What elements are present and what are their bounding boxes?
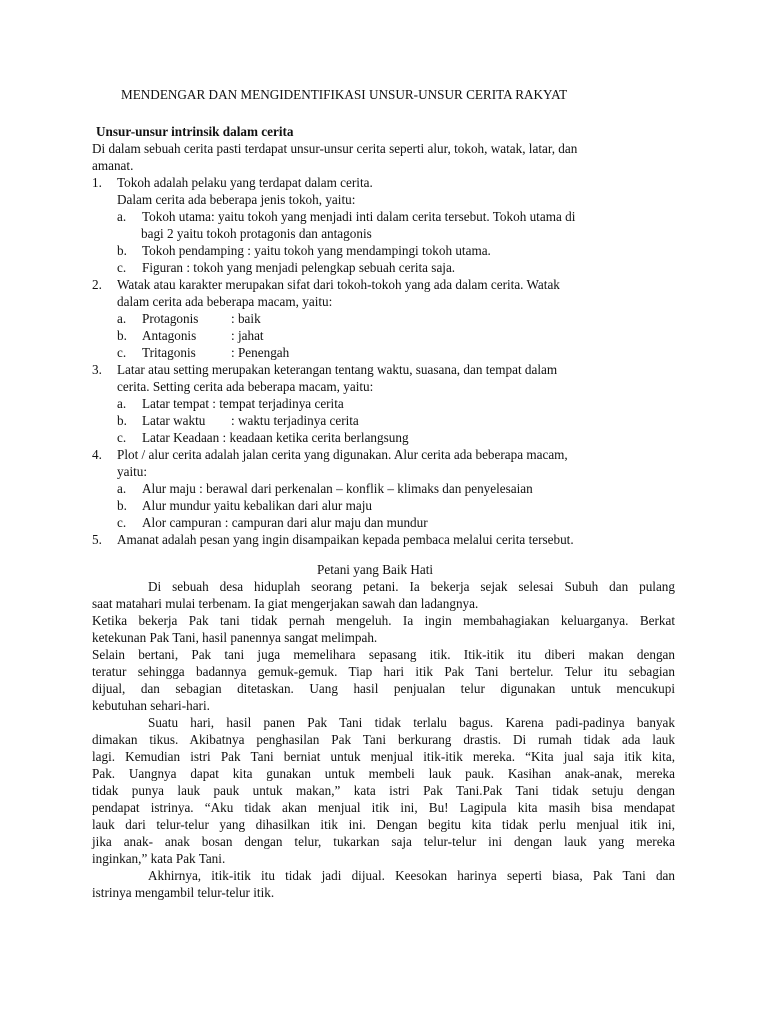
story-line: teratur sehingga badannya gemuk-gemuk. Tiap hari itik Pak Tani bertelur. Telur itu sebagian [92,664,675,679]
watak-label: Protagonis [142,311,199,326]
sub-item [117,208,575,225]
list-text: Amanat adalah pesan yang ingin disampaikan kepada pembaca melalui cerita tersebut. [117,532,574,547]
sub-text: Tokoh pendamping : yaitu tokoh yang mendampingi tokoh utama. [142,243,491,258]
sub-marker: c. [117,260,127,275]
list-number: 1. [92,175,102,190]
list-text: Tokoh adalah pelaku yang terdapat dalam cerita. [117,175,373,190]
story-line: istrinya mengambil telur-telur itik. [92,885,275,900]
sub-item [117,395,344,412]
sub-item [117,429,409,446]
sub-marker: c. [117,345,127,360]
list-subtext: dalam cerita ada beberapa macam, yaitu: [117,294,333,309]
sub-item [117,480,533,497]
sub-item [117,259,455,276]
story-line: lauk dari telur-telur yang dihasilkan itik ini. Dengan begitu kita tidak perlu menjual itik ini, [92,817,675,832]
list-subtext: cerita. Setting cerita ada beberapa macam, yaitu: [117,379,374,394]
story-line: Suatu hari, hasil panen Pak Tani tidak terlalu bagus. Karena padi-padinya banyak [148,715,675,730]
story-line: Pak. Uangnya dapat kita gunakan untuk membeli lauk pauk. Kasihan anak-anak, mereka [92,766,675,781]
list-text: Watak atau karakter merupakan sifat dari tokoh-tokoh yang ada dalam cerita. Watak [117,277,560,292]
sub-text: Latar Keadaan : keadaan ketika cerita berlangsung [142,430,409,445]
list-item [92,361,557,378]
sub-item [117,412,359,429]
document-title: MENDENGAR DAN MENGIDENTIFIKASI UNSUR-UNSUR CERITA RAKYAT [121,87,568,102]
sub-item [117,327,264,344]
list-subtext: yaitu: [117,464,148,479]
list-text: Plot / alur cerita adalah jalan cerita yang digunakan. Alur cerita ada beberapa macam, [117,447,568,462]
sub-marker: a. [117,396,127,411]
latar-label: Latar waktu [142,413,206,428]
watak-value: : Penengah [231,345,290,360]
sub-marker: b. [117,498,127,513]
sub-marker: b. [117,328,127,343]
story-line: saat matahari mulai terbenam. Ia giat mengerjakan sawah dan ladangnya. [92,596,479,611]
sub-marker: c. [117,515,127,530]
list-item [92,276,560,293]
sub-text: Figuran : tokoh yang menjadi pelengkap sebuah cerita saja. [142,260,456,275]
story-line: dimakan tikus. Akibatnya penghasilan Pak Tani berkurang drastis. Di rumah tidak ada lauk [92,732,675,747]
sub-text: Tokoh utama: yaitu tokoh yang menjadi inti dalam cerita tersebut. Tokoh utama di [142,209,576,224]
sub-text-cont: bagi 2 yaitu tokoh protagonis dan antagonis [141,226,372,241]
list-item [92,446,568,463]
story-line: Di sebuah desa hiduplah seorang petani. Ia bekerja sejak selesai Subuh dan pulang [148,579,675,594]
sub-item [117,497,372,514]
sub-item [117,344,289,361]
sub-marker: c. [117,430,127,445]
sub-item [117,242,491,259]
list-number: 3. [92,362,102,377]
sub-marker: a. [117,209,127,224]
sub-text: Alur mundur yaitu kebalikan dari alur maju [142,498,372,513]
story-line: pendapat istrinya. “Aku tidak akan menjual itik ini, Bu! Lagipula kita masih bisa mendapat [92,800,675,815]
story-title: Petani yang Baik Hati [317,562,434,577]
watak-label: Tritagonis [142,345,196,360]
story-line: ketekunan Pak Tani, hasil panennya sangat melimpah. [92,630,378,645]
list-item [92,174,373,191]
sub-item [117,514,428,531]
section-heading: Unsur-unsur intrinsik dalam cerita [96,124,294,139]
story-line: Selain bertani, Pak tani juga memelihara sepasang itik. Itik-itik itu diberi makan dengan [92,647,675,662]
list-item [92,531,574,548]
watak-value: : baik [231,311,261,326]
sub-marker: a. [117,481,127,496]
story-line: dijual, dan sebagian ditetaskan. Uang hasil penjualan telur digunakan untuk mencukupi [92,681,675,696]
list-number: 5. [92,532,102,547]
list-number: 2. [92,277,102,292]
story-line: lagi. Kemudian istri Pak Tani berniat untuk menjual itik-itik mereka. “Kita jual saja itik kita, [92,749,675,764]
list-number: 4. [92,447,102,462]
sub-item [117,310,261,327]
story-line: Akhirnya, itik-itik itu tidak jadi dijual. Keesokan harinya seperti biasa, Pak Tani dan [148,868,675,883]
sub-text: Alor campuran : campuran dari alur maju dan mundur [142,515,428,530]
sub-text: Latar tempat : tempat terjadinya cerita [142,396,344,411]
latar-value: : waktu terjadinya cerita [231,413,359,428]
sub-marker: a. [117,311,127,326]
intro-line: Di dalam sebuah cerita pasti terdapat unsur-unsur cerita seperti alur, tokoh, watak, latar, dan [92,141,578,156]
story-line: kebutuhan sehari-hari. [92,698,210,713]
intro-line: amanat. [92,158,134,173]
sub-marker: b. [117,243,127,258]
list-text: Latar atau setting merupakan keterangan tentang waktu, suasana, dan tempat dalam [117,362,558,377]
story-line: inginkan,” kata Pak Tani. [92,851,226,866]
sub-text: Alur maju : berawal dari perkenalan – konflik – klimaks dan penyelesaian [142,481,533,496]
watak-value: : jahat [231,328,264,343]
story-line: jika anak- anak bosan dengan telur, tukarkan saja telur-telur ini dengan lauk yang mereka [92,834,675,849]
watak-label: Antagonis [142,328,197,343]
story-line: tidak punya lauk pauk untuk makan,” kata istri Pak Tani.Pak Tani tidak setuju dengan [92,783,675,798]
story-line: Ketika bekerja Pak tani tidak pernah mengeluh. Ia ingin membahagiakan keluarganya. Berkat [92,613,675,628]
sub-marker: b. [117,413,127,428]
list-subtext: Dalam cerita ada beberapa jenis tokoh, yaitu: [117,192,356,207]
